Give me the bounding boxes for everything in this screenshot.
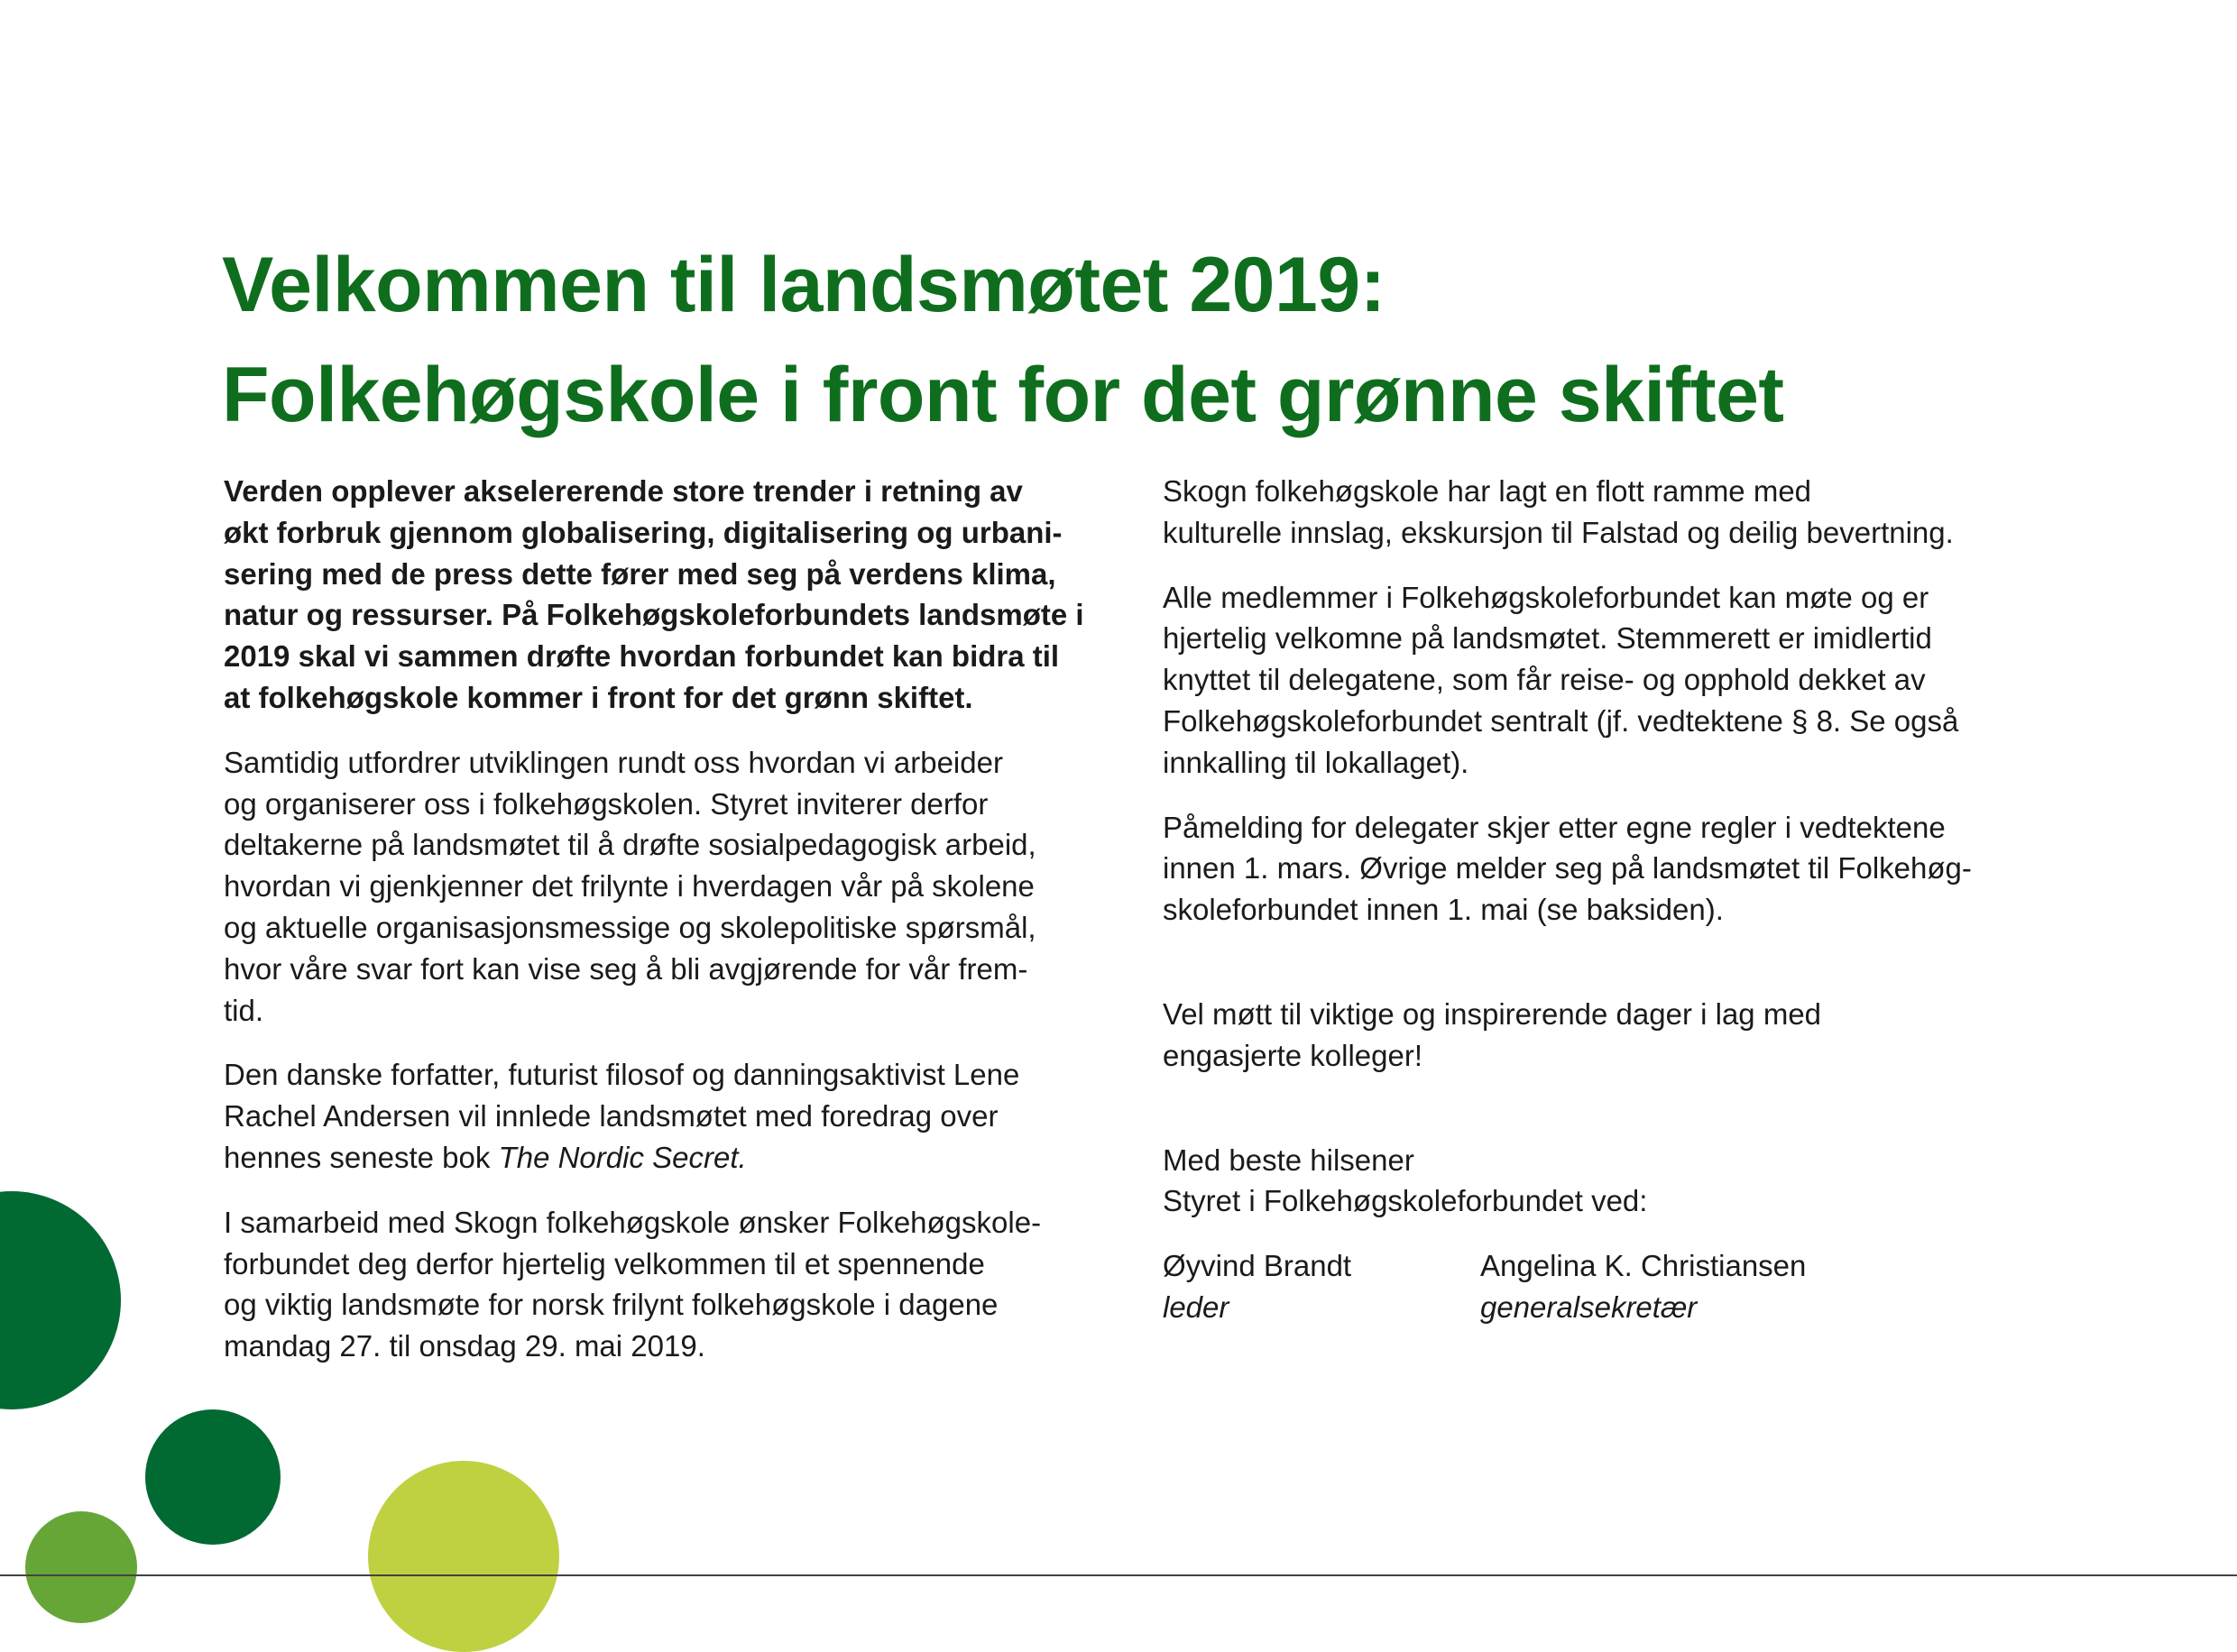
signatory-leader [1163, 1245, 1351, 1328]
text-line: Styret i Folkehøgskoleforbundet ved: [1163, 1184, 1648, 1218]
text-line: natur og ressurser. På Folkehøgskoleforbundets landsmøte i [224, 598, 1084, 632]
lead-paragraph [224, 471, 1108, 719]
text-line: Verden opplever akselererende store trender i retning av [224, 474, 1023, 508]
spacer [1163, 1100, 2029, 1140]
text-line: I samarbeid med Skogn folkehøgskole ønsker Folkehøgskole- [224, 1205, 1042, 1239]
spacer [1163, 954, 2029, 994]
text-line: innen 1. mars. Øvrige melder seg på landsmøtet til Folkehøg- [1163, 851, 1972, 886]
paragraph-speaker [224, 1054, 1108, 1178]
text-line: Den danske forfatter, futurist filosof og danningsaktivist Lene [224, 1058, 1020, 1092]
text-line: og viktig landsmøte for norsk frilynt folkehøgskole i dagene [224, 1288, 999, 1322]
text-line [224, 1137, 1108, 1179]
text-line: sering med de press dette fører med seg på verdens klima, [224, 556, 1056, 591]
paragraph-invitation [224, 1202, 1108, 1367]
text-line: engasjerte kolleger! [1163, 1038, 1423, 1072]
text-line: Folkehøgskoleforbundet sentralt (jf. vedtektene § 8. Se også [1163, 703, 1959, 738]
greeting [1163, 1140, 2029, 1223]
signatory-name: Angelina K. Christiansen [1480, 1249, 1807, 1283]
text-fragment: hennes seneste bok [224, 1140, 499, 1174]
paragraph-welcome [1163, 994, 2029, 1077]
decorative-circle-mid-green [25, 1511, 137, 1623]
text-line: Rachel Andersen vil innlede landsmøtet med foredrag over [224, 1099, 999, 1133]
text-line: hvordan vi gjenkjenner det frilynte i hverdagen vår på skolene [224, 869, 1035, 904]
text-line: mandag 27. til onsdag 29. mai 2019. [224, 1329, 705, 1363]
page-title [222, 230, 2116, 450]
text-line: og organiserer oss i folkehøgskolen. Styret inviterer derfor [224, 786, 989, 821]
text-line: at folkehøgskole kommer i front for det grønn skiftet. [224, 680, 973, 714]
text-line: 2019 skal vi sammen drøfte hvordan forbundet kan bidra til [224, 639, 1060, 674]
text-line: Vel møtt til viktige og inspirerende dager i lag med [1163, 996, 1822, 1031]
paragraph-development [224, 742, 1108, 1032]
signatures [1163, 1245, 2029, 1328]
text-line: Med beste hilsener [1163, 1143, 1414, 1177]
text-line: økt forbruk gjennom globalisering, digitalisering og urbani- [224, 515, 1063, 549]
signatory-secretary-general [1480, 1245, 1806, 1328]
text-line: innkalling til lokallaget). [1163, 745, 1469, 779]
text-line: Skogn folkehøgskole har lagt en flott ramme med [1163, 474, 1812, 508]
signatory-role: generalsekretær [1480, 1289, 1698, 1324]
text-line: kulturelle innslag, ekskursjon til Falstad og deilig bevertning. [1163, 515, 1954, 549]
decorative-circle-lime [368, 1461, 559, 1652]
decorative-circle-dark-large [0, 1191, 121, 1409]
signatory-role: leder [1163, 1289, 1229, 1324]
decorative-circle-dark-small [145, 1409, 281, 1545]
paragraph-venue [1163, 471, 2029, 554]
book-title: The Nordic Secret. [498, 1140, 747, 1174]
text-line: Samtidig utfordrer utviklingen rundt oss hvordan vi arbeider [224, 745, 1003, 779]
title-line-2: Folkehøgskole i front for det grønne skiftet [222, 352, 1784, 438]
paragraph-members [1163, 577, 2029, 784]
signatory-name: Øyvind Brandt [1163, 1249, 1352, 1283]
text-line: deltakerne på landsmøtet til å drøfte sosialpedagogisk arbeid, [224, 828, 1036, 862]
text-line: Alle medlemmer i Folkehøgskoleforbundet kan møte og er [1163, 580, 1929, 614]
text-line: skoleforbundet innen 1. mai (se baksiden). [1163, 893, 1724, 927]
left-column [224, 471, 1108, 1390]
right-column [1163, 471, 2029, 1328]
text-line: og aktuelle organisasjonsmessige og skolepolitiske spørsmål, [224, 910, 1036, 944]
text-line: tid. [224, 993, 264, 1027]
text-line: knyttet til delegatene, som får reise- og opphold dekket av [1163, 663, 1926, 697]
text-line: hvor våre svar fort kan vise seg å bli avgjørende for vår frem- [224, 951, 1028, 986]
title-line-1: Velkommen til landsmøtet 2019: [222, 242, 1385, 328]
text-line: forbundet deg derfor hjertelig velkommen til et spennende [224, 1246, 985, 1280]
text-line: Påmelding for delegater skjer etter egne regler i vedtektene [1163, 810, 1946, 844]
paragraph-registration [1163, 807, 2029, 931]
text-line: hjertelig velkomne på landsmøtet. Stemmerett er imidlertid [1163, 621, 1932, 656]
